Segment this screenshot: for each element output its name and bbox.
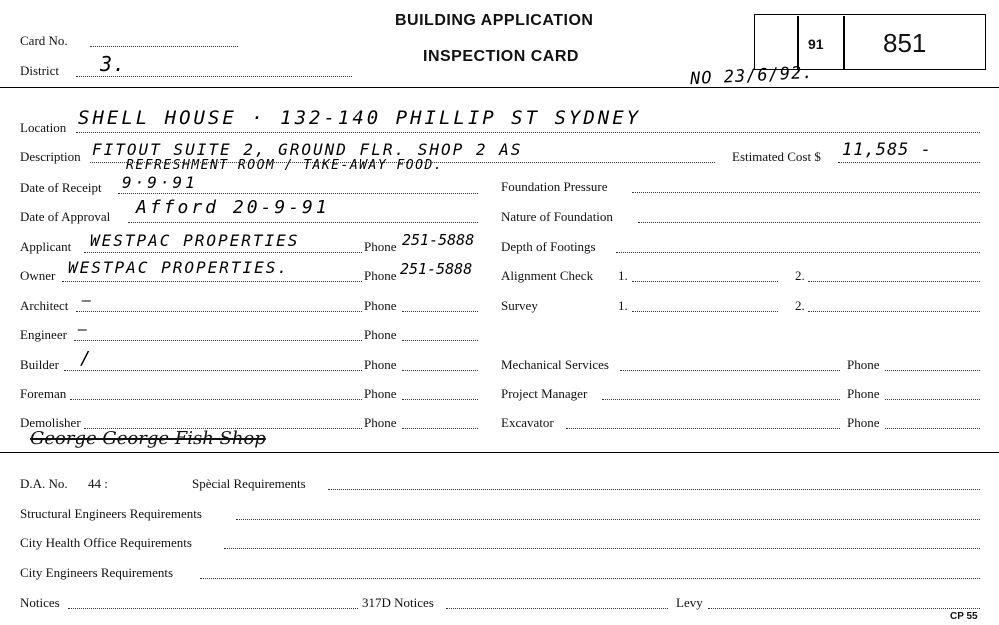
project-manager-label: Project Manager <box>501 386 588 401</box>
builder-dotted-line <box>64 370 362 371</box>
builder-label: Builder <box>20 357 59 372</box>
date-receipt-value: 9·9·91 <box>122 173 198 192</box>
city-engineers-dotted-line <box>200 578 980 579</box>
foreman-label: Foreman <box>20 386 67 401</box>
applicant-phone-value: 251-5888 <box>402 231 475 249</box>
date-approval-label: Date of Approval <box>20 209 111 224</box>
engineer-value: — <box>78 320 89 338</box>
notices-317d-dotted-line <box>446 608 668 609</box>
card-box-year: 91 <box>808 36 824 52</box>
demolisher-label: Demolisher <box>20 415 81 430</box>
location-value: SHELL HOUSE · 132-140 PHILLIP ST SYDNEY <box>78 107 642 129</box>
structural-engineers-label: Structural Engineers Requirements <box>20 506 202 521</box>
survey-num2: 2. <box>795 298 805 313</box>
excavator-label: Excavator <box>501 415 554 430</box>
excavator-phone-dotted-line <box>885 428 980 429</box>
title-line-2: INSPECTION CARD <box>423 48 579 65</box>
owner-dotted-line <box>62 281 362 282</box>
depth-footings-label: Depth of Footings <box>501 239 596 254</box>
foreman-phone-dotted-line <box>402 399 478 400</box>
alignment-check-num1: 1. <box>618 268 628 283</box>
location-dotted-line <box>76 132 980 133</box>
engineer-phone-label: Phone <box>364 327 397 342</box>
owner-label: Owner <box>20 268 56 283</box>
mechanical-services-dotted-line <box>620 370 840 371</box>
district-dotted-line <box>76 76 352 77</box>
applicant-value: WESTPAC PROPERTIES <box>90 231 300 250</box>
title-line-1: BUILDING APPLICATION <box>395 12 594 29</box>
da-no-value: 44 : <box>88 476 108 491</box>
survey-dotted-1 <box>632 311 778 312</box>
structural-engineers-dotted-line <box>236 519 980 520</box>
project-manager-phone-dotted-line <box>885 399 980 400</box>
description-value-1: FITOUT SUITE 2, GROUND FLR. SHOP 2 AS <box>92 140 523 159</box>
project-manager-dotted-line <box>602 399 840 400</box>
card-box-number: 851 <box>883 28 927 58</box>
survey-dotted-2 <box>808 311 980 312</box>
city-health-label: City Health Office Requirements <box>20 535 192 550</box>
applicant-label: Applicant <box>20 239 72 254</box>
estimated-cost-dotted-line <box>838 162 980 163</box>
district-label: District <box>20 63 59 78</box>
applicant-dotted-line <box>84 252 362 253</box>
survey-label: Survey <box>501 298 538 313</box>
foundation-pressure-dotted-line <box>632 192 980 193</box>
levy-label: Levy <box>676 595 703 610</box>
struck-handwritten-note: George George Fish Shop <box>30 428 266 449</box>
excavator-dotted-line <box>566 428 840 429</box>
date-receipt-label: Date of Receipt <box>20 180 102 195</box>
architect-phone-label: Phone <box>364 298 397 313</box>
architect-value: — <box>82 291 93 309</box>
owner-phone-value: 251-5888 <box>400 260 473 278</box>
date-receipt-dotted-line <box>118 193 478 194</box>
mechanical-phone-label: Phone <box>847 357 880 372</box>
nature-foundation-dotted-line <box>638 222 980 223</box>
owner-value: WESTPAC PROPERTIES. <box>68 258 290 277</box>
foundation-pressure-label: Foundation Pressure <box>501 179 608 194</box>
header-rule <box>0 87 999 88</box>
owner-phone-label: Phone <box>364 268 397 283</box>
card-number-box <box>754 14 986 70</box>
description-dotted-line <box>90 162 715 163</box>
district-value: 3. <box>100 52 127 76</box>
date-approval-dotted-line <box>128 222 478 223</box>
engineer-label: Engineer <box>20 327 67 342</box>
notices-317d-label: 317D Notices <box>362 595 434 610</box>
alignment-check-num2: 2. <box>795 268 805 283</box>
da-no-label: D.A. No. <box>20 476 68 491</box>
levy-dotted-line <box>708 608 980 609</box>
depth-footings-dotted-line <box>616 252 980 253</box>
alignment-check-dotted-1 <box>632 281 778 282</box>
card-box-divider-2 <box>843 16 845 69</box>
nature-foundation-label: Nature of Foundation <box>501 209 613 224</box>
builder-phone-dotted-line <box>402 370 478 371</box>
architect-dotted-line <box>76 311 362 312</box>
estimated-cost-value: 11,585 - <box>842 140 932 160</box>
estimated-cost-label: Estimated Cost $ <box>732 149 821 164</box>
engineer-phone-dotted-line <box>402 340 478 341</box>
builder-value: / <box>80 348 92 369</box>
notices-dotted-line <box>68 608 358 609</box>
city-engineers-label: City Engineers Requirements <box>20 565 174 580</box>
mechanical-services-label: Mechanical Services <box>501 357 609 372</box>
description-value-2: REFRESHMENT ROOM / TAKE-AWAY FOOD. <box>126 158 444 173</box>
demolisher-phone-label: Phone <box>364 415 397 430</box>
card-no-dotted-line <box>90 46 238 47</box>
demolisher-phone-dotted-line <box>402 428 478 429</box>
card-no-label: Card No. <box>20 33 68 48</box>
foreman-dotted-line <box>70 399 362 400</box>
location-label: Location <box>20 120 67 135</box>
alignment-check-label: Alignment Check <box>501 268 594 283</box>
requirements-rule <box>0 452 999 453</box>
project-manager-phone-label: Phone <box>847 386 880 401</box>
engineer-dotted-line <box>74 340 362 341</box>
architect-phone-dotted-line <box>402 311 478 312</box>
mechanical-phone-dotted-line <box>885 370 980 371</box>
card-box-divider-1 <box>797 16 799 69</box>
foreman-phone-label: Phone <box>364 386 397 401</box>
handwritten-date-note: NO 23/6/92. <box>689 62 815 90</box>
applicant-phone-label: Phone <box>364 239 397 254</box>
builder-phone-label: Phone <box>364 357 397 372</box>
notices-label: Notices <box>20 595 60 610</box>
special-requirements-dotted-line <box>328 489 980 490</box>
survey-num1: 1. <box>618 298 628 313</box>
form-code: CP 55 <box>950 611 978 622</box>
description-label: Description <box>20 149 81 164</box>
excavator-phone-label: Phone <box>847 415 880 430</box>
special-requirements-label: Spècial Requirements <box>192 476 306 491</box>
alignment-check-dotted-2 <box>808 281 980 282</box>
city-health-dotted-line <box>224 548 980 549</box>
architect-label: Architect <box>20 298 69 313</box>
date-approval-value: Afford 20-9-91 <box>136 197 330 218</box>
